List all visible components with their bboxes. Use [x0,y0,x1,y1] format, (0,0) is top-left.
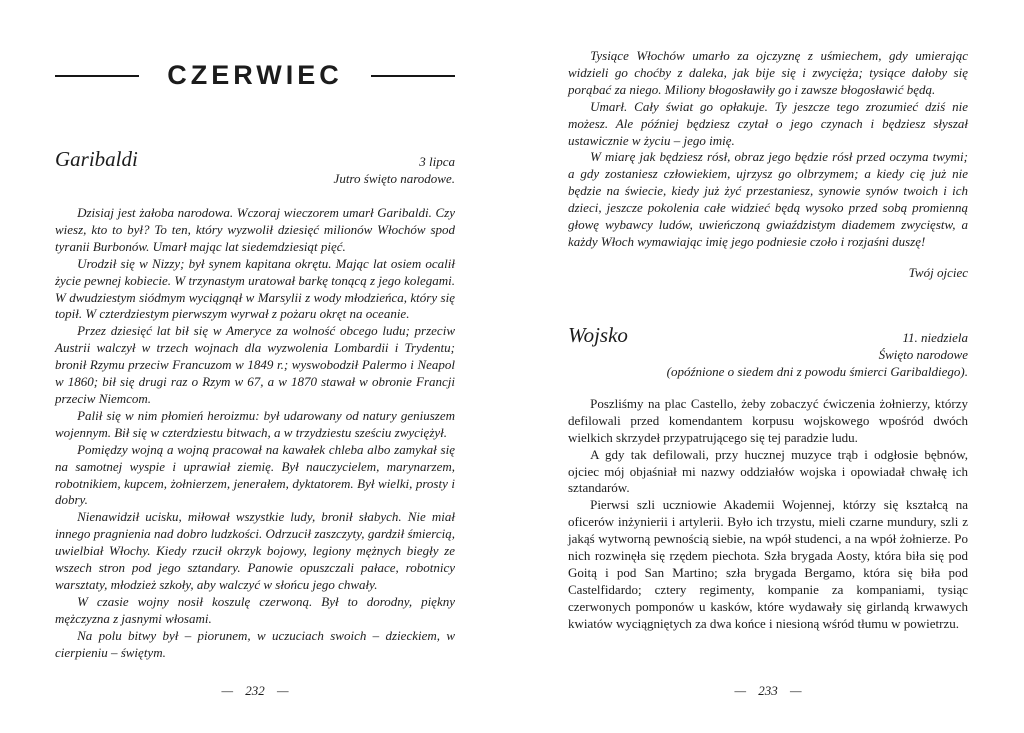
header-rule-left [55,75,139,77]
dateline-note: (opóźnione o siedem dni z powodu śmierci Garibaldiego). [666,363,968,379]
paragraph: Palił się w nim płomień heroizmu: był udarowany od natury geniuszem wojennym. Bił się w czterdziestu bitwach, a w trzydziestu sześciu zwyciężył. [55,407,455,440]
garibaldi-letter-continuation [568,0,968,251]
dateline-garibaldi [138,153,455,187]
page-left [55,0,455,733]
chapter-title-garibaldi: Garibaldi [55,147,138,171]
wojsko-chapter-text [568,396,968,633]
paragraph: Poszliśmy na plac Castello, żeby zobaczyć ćwiczenia żołnierzy, którzy defilowali przed komendantem korpusu wojskowego wpośród dwóch wielkich skrzydeł przypatrującego się tej paradzie ludu. [568,395,968,445]
paragraph: W miarę jak będziesz rósł, obraz jego będzie rósł przed oczyma twymi; a gdy zostaniesz człowiekiem, ujrzysz go olbrzymem; a kiedy cię już nie będzie na świecie, kiedy już żyć przestaniesz, synowie synów twoich i ich dzieci, jeszcze pokolenia całe widzieć będą wysoko przed sobą promienną głowę wybawcy ludów, uwieńczoną gwiaździstym diademem zwycięstw, a każdy Włoch wymawiając imię jego podniesie czoło i rozjaśni duszę! [568,149,968,249]
paragraph: Na polu bitwy był – piorunem, w uczuciach swoich – dzieckiem, w cierpieniu – świętym. [55,627,455,660]
dateline-date: 3 lipca [419,154,455,169]
dateline-note: Jutro święto narodowe. [333,171,455,186]
paragraph: Tysiące Włochów umarło za ojczyznę z uśmiechem, gdy umierając widzieli go choćby z daleka, jak bije się i zwycięża; tysiące dałoby się porąbać za niego. Miliony błogosławiły go i zawsze błogosławić będą. [568,48,968,97]
paragraph: A gdy tak defilowali, przy hucznej muzyce trąb i odgłosie bębnów, ojciec mój objaśniał mi nazwy oddziałów wojska i opowiadał chwałę ich sztandarów. [568,446,968,496]
paragraph: Pomiędzy wojną a wojną pracował na kawałek chleba albo zamykał się na samotnej wyspie i uprawiał ziemię. Był nauczycielem, marynarzem, robotnikiem, kupcem, żołnierzem, jenerałem, dyktatorem. Był wielki, prosty i dobry. [55,441,455,508]
dateline-holiday: Święto narodowe [878,346,968,362]
dateline-wojsko [628,329,968,380]
chapter-title-wojsko: Wojsko [568,322,628,347]
page-number-right: — 233 — [734,683,802,698]
letter-signature: Twój ojciec [908,264,968,280]
paragraph: Pierwsi szli uczniowie Akademii Wojennej, którzy się kształcą na oficerów inżynierii i artylerii. Było ich trzystu, mieli czarne mundury, szli z jakąś wytworną pewnością siebie, na wpół studenci, a na wpół żołnierze. Po nich rozwinęła się rzędem piechota. Szła brygada Aosty, która biła się pod Goitą i pod San Martino; szła brygada Bergamo, która się biła pod Castelfidardo; cztery regimenty, kompanie za kompaniami, tysiąc czerwonych pomponów u kasków, które wydawały się girlandą krwawych kwiatów wyciągniętych za dwa końce i niesioną wśród tłumu w powietrzu. [568,497,968,631]
paragraph: Urodził się w Nizzy; był synem kapitana okrętu. Mając lat osiem ocalił życie pewnej kobiecie. W trzynastym uratował barkę tonącą z jego kolegami. W dwudziestym siódmym wyciągnął w Marsylii z wody młodzieńca, który się topił. W czterdziestym pierwszym wyrwał z pożaru okręt na oceanie. [55,255,455,322]
dateline-date: 11. niedziela [902,329,968,345]
page-number-left: — 232 — [221,683,289,698]
month-title: CZERWIEC [167,60,343,90]
paragraph: Umarł. Cały świat go opłakuje. Ty jeszcze tego zrozumieć dziś nie możesz. Ale później będziesz czytał o jego czynach i będziesz słyszał ustawicznie w życiu – jego imię. [568,98,968,148]
chapter-heading-garibaldi [55,147,455,187]
page-right [568,0,968,733]
paragraph: Nienawidził ucisku, miłował wszystkie ludy, bronił słabych. Nie miał innego pragnienia nad dobro ludzkości. Odrzucił zaszczyty, gardził śmiercią, uwielbiał Włochy. Kiedy rzucił okrzyk bojowy, legiony mężnych biegły ze wszech stron pod jego sztandary. Panowie opuszczali pałace, robotnicy warsztaty, młodzież szkoły, aby walczyć w słońcu jego chwały. [55,509,455,592]
chapter-heading-wojsko [568,323,968,380]
paragraph: W czasie wojny nosił koszulę czerwoną. Był to dorodny, piękny mężczyzna z jasnymi włosami. [55,593,455,626]
header-rule-right [371,75,455,77]
paragraph: Dzisiaj jest żałoba narodowa. Wczoraj wieczorem umarł Garibaldi. Czy wiesz, kto to był? To ten, który wyzwolił dziesięć milionów Włochów spod tyranii Burbonów. Umarł mając lat siedemdziesiąt pięć. [55,205,455,254]
garibaldi-letter-text [55,205,455,661]
month-header [55,60,455,91]
paragraph: Przez dziesięć lat bił się w Ameryce za wolność obcego ludu; przeciw Austrii walczył w trzech wojnach dla wyzwolenia Lombardii i Trydentu; bronił Rzymu przeciw Francuzom w 1849 r.; wyswobodził Palermo i Neapol w 1860; bił się drugi raz o Rzym w 67, a w 1870 stawał w obronie Francji przeciw Niemcom. [55,323,455,406]
